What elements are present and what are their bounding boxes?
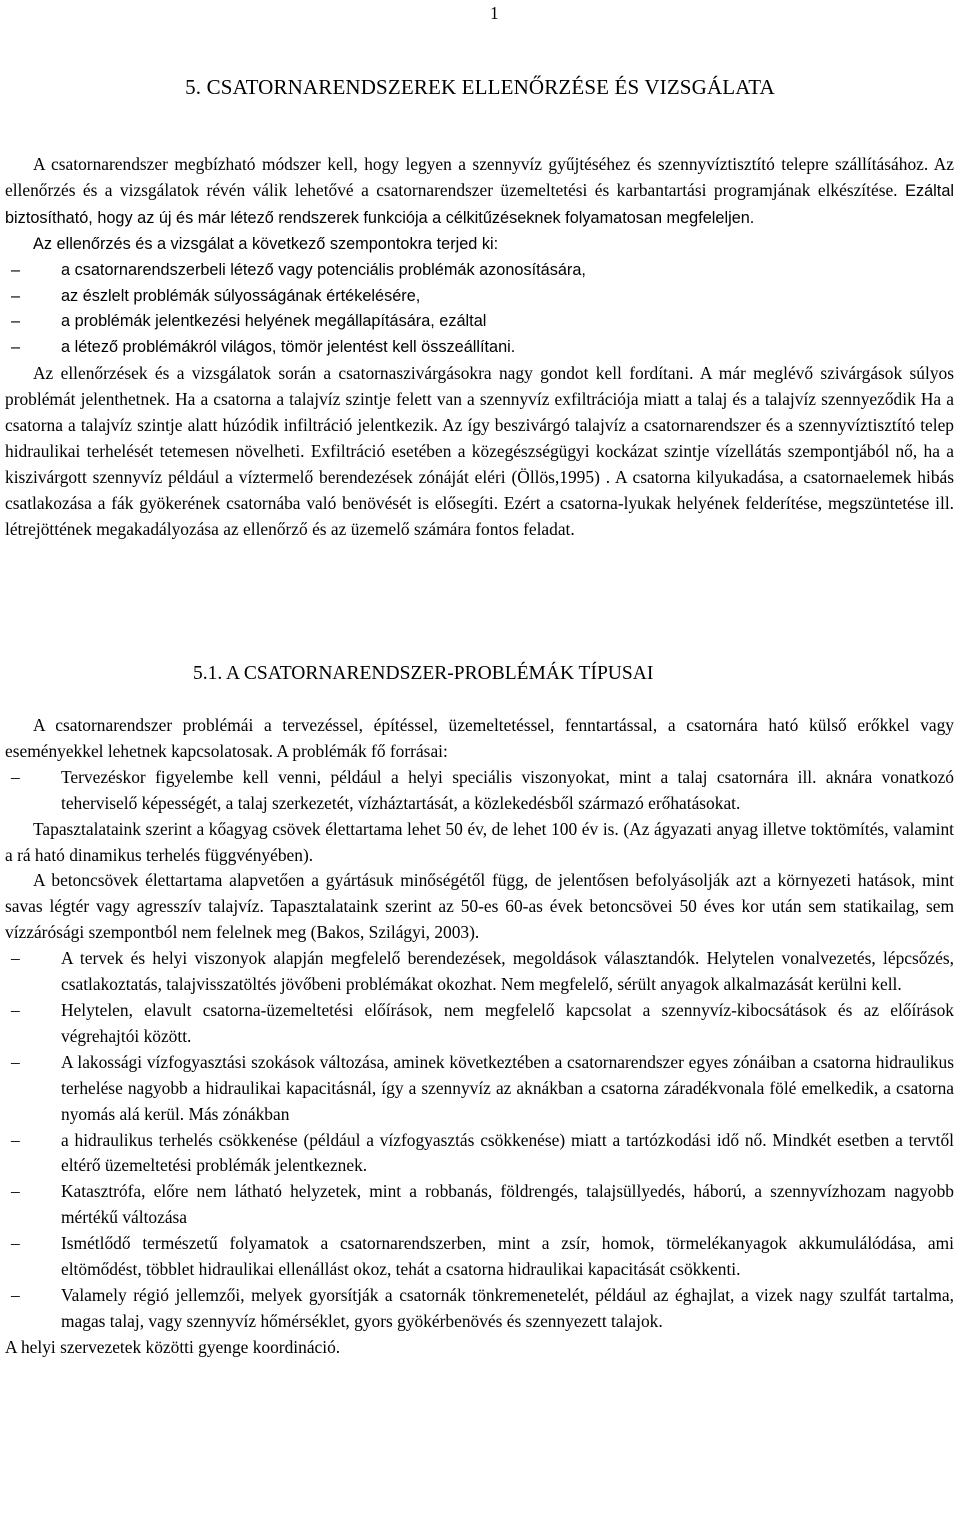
list-item <box>5 765 954 817</box>
closing-line: A helyi szervezetek közötti gyenge koordináció. <box>5 1336 341 1357</box>
dash-bullet-icon: – <box>11 1051 20 1072</box>
dash-bullet-icon: – <box>11 286 21 305</box>
list-item-text: Tervezéskor figyelembe kell venni, például a helyi speciális viszonyokat, mint a talaj csatornára ill. aknára vonatkozó teherviselő képességét, a talaj szerkezetét, vízháztartását, a közlekedésből származó erőhatásokat. <box>61 766 954 813</box>
list-item <box>5 309 954 335</box>
design-list <box>5 765 954 817</box>
dash-bullet-icon: – <box>11 1129 20 1150</box>
list-item-text: Ismétlődő természetű folyamatok a csatornarendszerben, mint a zsír, homok, törmelékanyagok akkumulálódása, ami eltömődést, többlet hidraulikai ellenállást okoz, tehát a csatorna hidraulikai kapacitását csökkenti. <box>61 1233 954 1280</box>
section-body-block <box>5 713 954 1361</box>
dash-bullet-icon: – <box>11 999 20 1020</box>
intro-text-serif: A csatornarendszer megbízható módszer kell, hogy legyen a szennyvíz gyűjtéséhez és szennyvíztisztító telepre szállításához. Az ellenőrzés és a vizsgálatok révén válik lehetővé a csatornarendszer üzemeltetési és karbantartási programjának elkészítése. <box>5 154 954 200</box>
list-item <box>5 1179 954 1231</box>
list-item-text: Helytelen, elavult csatorna-üzemeltetési előírások, nem megfelelő kapcsolat a szennyvíz-kibocsátások és az előírások végrehajtói között. <box>61 999 954 1046</box>
scope-list <box>5 258 954 362</box>
dash-bullet-icon: – <box>11 766 20 787</box>
dash-bullet-icon: – <box>11 260 21 279</box>
problems-intro-paragraph: A csatornarendszer problémái a tervezéssel, építéssel, üzemeltetéssel, fenntartással, a csatornára ható külső erőkkel vagy eseményekkel lehetnek kapcsolatosak. A problémák fő forrásai: <box>5 715 954 761</box>
list-item <box>5 998 954 1050</box>
intro-paragraph <box>5 152 954 232</box>
stoneware-paragraph: Tapasztalataink szerint a kőagyag csövek élettartama lehet 50 év, de lehet 100 év is. (Az ágyazati anyag illetve toktömítés, valamint a rá ható dinamikus terhelés függvényében). <box>5 818 954 865</box>
dash-bullet-icon: – <box>11 1233 20 1254</box>
problem-sources-list <box>5 946 954 1335</box>
list-item-text: a problémák jelentkezési helyének megállapítására, ezáltal <box>61 312 487 331</box>
list-item-text: Katasztrófa, előre nem látható helyzetek, mint a robbanás, földrengés, talajsüllyedés, háború, a szennyvízhozam nagyobb mértékű változása <box>61 1181 954 1228</box>
chapter-title: 5. CSATORNARENDSZEREK ELLENŐRZÉSE ÉS VIZSGÁLATA <box>185 75 775 99</box>
scope-lead: Az ellenőrzés és a vizsgálat a következő szempontokra terjed ki: <box>33 234 499 253</box>
dash-bullet-icon: – <box>11 948 20 969</box>
list-item-text: a létező problémákról világos, tömör jelentést kell összeállítani. <box>61 338 516 357</box>
list-item-text: az észlelt problémák súlyosságának értékelésére, <box>61 286 421 305</box>
dash-bullet-icon: – <box>11 312 21 331</box>
infiltration-paragraph: Az ellenőrzések és a vizsgálatok során a csatornaszivárgásokra nagy gondot kell fordítani. A már meglévő szivárgások súlyos problémát jelenthetnek. Ha a csatorna a talajvíz szintje felett van a szennyvíz exfiltrációja miatt a talaj és a talajvíz szennyeződik Ha a csatorna a talajvíz szintje alatt húzódik infiltráció jelentkezik. Az így beszivárgó talajvíz a csatornarendszer és a szennyvíztisztító telep hidraulikai terhelését tetemesen növelheti. Exfiltráció esetében a közegészségügyi kockázat szintje vízellátás szempontjából nő, ha a kiszivárgott szennyvíz például a víztermelő berendezések zónáját eléri (Öllös,1995) . A csatorna kilyukadása, a csatornaelemek hibás csatlakozása a fák gyökerének csatornába való benövését is elősegíti. Ezért a csatorna-lyukak helyének felderítése, megszüntetése ill. létrejöttének megakadályozása az ellenőrző és az üzemelő számára fontos feladat. <box>5 363 954 539</box>
list-item-text: a csatornarendszerbeli létező vagy potenciális problémák azonosítására, <box>61 260 586 279</box>
dash-bullet-icon: – <box>11 1181 20 1202</box>
dash-bullet-icon: – <box>11 338 21 357</box>
chapter-intro-block <box>5 152 954 543</box>
concrete-paragraph: A betoncsövek élettartama alapvetően a gyártásuk minőségétől függ, de jelentősen befolyásolják azt a környezeti hatások, mint savas légtér vagy agresszív talajvíz. Tapasztalataink szerint az 50-es 60-as évek betoncsövei 50 éves kor után sem statikailag, sem vízzárósági szempontból nem felelnek meg (Bakos, Szilágyi, 2003). <box>5 870 954 943</box>
list-item <box>5 1231 954 1283</box>
list-item-text: Valamely régió jellemzői, melyek gyorsítják a csatornák tönkremenetelét, például az éghajlat, a vizek nagy szulfát tartalma, magas talaj, vagy szennyvíz hőmérséklet, gyors gyökérbenövés és szennyezett talajok. <box>61 1284 954 1331</box>
list-item <box>5 1283 954 1335</box>
list-item-text: A tervek és helyi viszonyok alapján megfelelő berendezések, megoldások választandók. Helytelen vonalvezetés, lépcsőzés, csatlakoztatás, talajvisszatöltés jövőbeni problémákat okozhat. Nem megfelelő, sérült anyagok alkalmazását kerülni kell. <box>61 948 954 995</box>
list-item <box>5 258 954 284</box>
list-item-text: A lakossági vízfogyasztási szokások változása, aminek következtében a csatornarendszer egyes zónáiban a csatorna hidraulikus terhelése nagyobb a hidraulikai kapacitásnál, így a szennyvíz az aknákban a csatorna záradékvonala fölé emelkedik, a csatorna nyomás alá kerül. Más zónákban <box>61 1051 954 1124</box>
list-item <box>5 946 954 998</box>
list-item <box>5 284 954 310</box>
list-item <box>5 1050 954 1128</box>
dash-bullet-icon: – <box>11 1284 20 1305</box>
list-item-text: a hidraulikus terhelés csökkenése (például a vízfogyasztás csökkenése) miatt a tartózkodási idő nő. Mindkét esetben a tervtől eltérő üzemeltetési problémák jelentkeznek. <box>61 1129 954 1176</box>
intro-text-sans: Ezáltal biztosítható, hogy az új és már létező rendszerek funkciója a célkitűzéseknek folyamatosan megfeleljen. <box>5 181 954 227</box>
list-item <box>5 1128 954 1180</box>
section-title: 5.1. A CSATORNARENDSZER-PROBLÉMÁK TÍPUSAI <box>193 663 654 684</box>
list-item <box>5 335 954 361</box>
page-number: 1 <box>490 3 499 23</box>
